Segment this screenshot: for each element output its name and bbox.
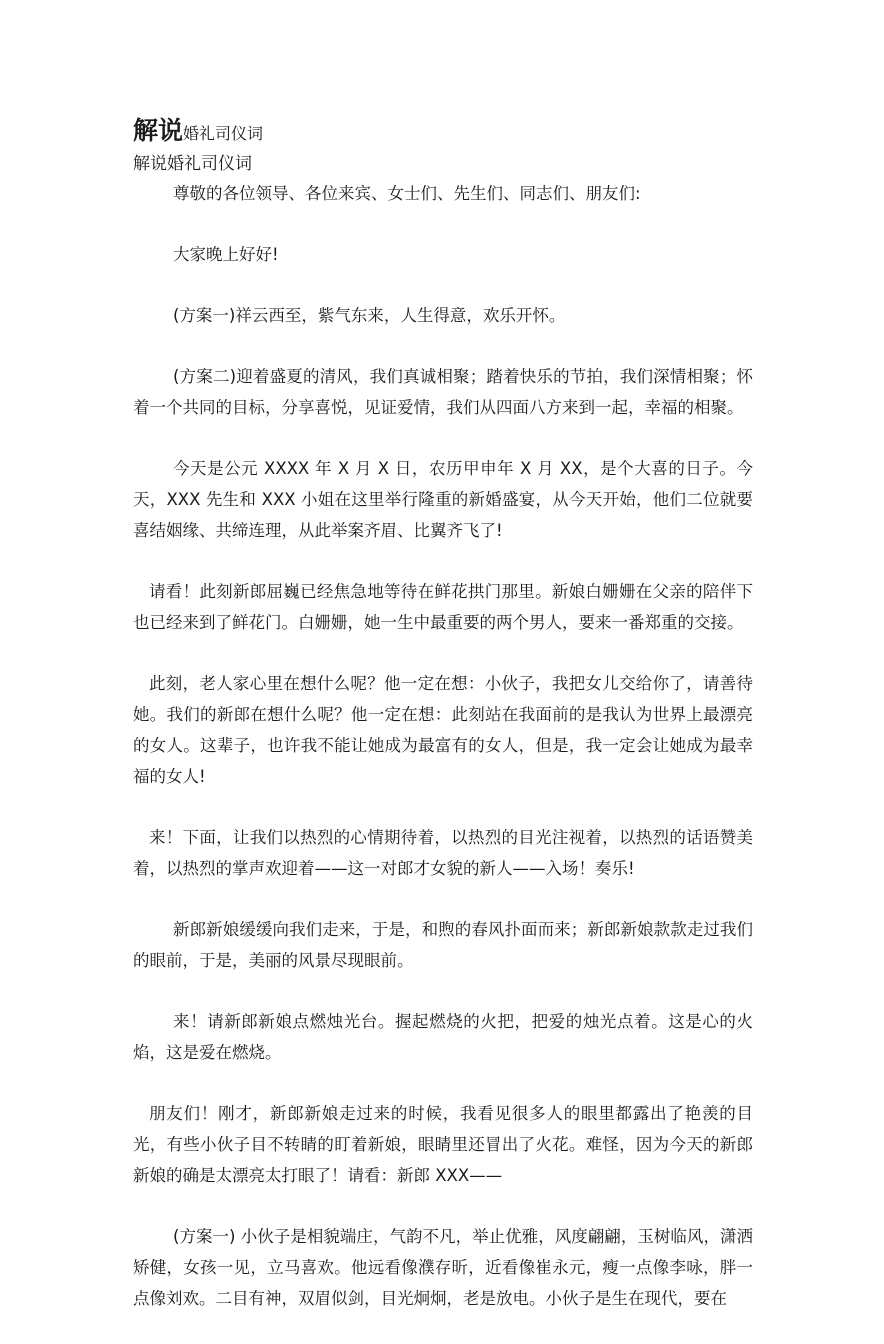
paragraph-option-1: (方案一)祥云西至，紫气东来，人生得意，欢乐开怀。 (173, 306, 566, 325)
document-subtitle: 解说婚礼司仪词 (133, 154, 252, 174)
title-main: 解说 (133, 116, 184, 145)
paragraph-friends: 朋友们！刚才，新郎新娘走过来的时候，我看见很多人的眼里都露出了艳羡的目光，有些小伙子目不转睛的盯着新娘，眼睛里还冒出了火花。难怪，因为今天的新郎新娘的确是太漂亮太打眼了！请看：新郎 XXX—— (133, 1104, 753, 1185)
paragraph-greeting: 尊敬的各位领导、各位来宾、女士们、先生们、同志们、朋友们: (173, 184, 641, 203)
paragraph-couple-walk: 新郎新娘缓缓向我们走来，于是，和煦的春风扑面而来；新郎新娘款款走过我们的眼前，于是，美丽的风景尽现眼前。 (133, 920, 753, 970)
paragraph-entrance: 来！下面，让我们以热烈的心情期待着，以热烈的目光注视着，以热烈的话语赞美着，以热烈的掌声欢迎着——这一对郎才女貌的新人——入场！奏乐! (133, 828, 753, 878)
paragraph-good-evening: 大家晚上好好! (173, 245, 279, 264)
paragraph-date: 今天是公元 XXXX 年 X 月 X 日，农历甲申年 X 月 XX，是个大喜的日子。今天，XXX 先生和 XXX 小姐在这里举行隆重的新婚盛宴，从今天开始，他们二位就要喜结姻缘、共缔连理，从此举案齐眉、比翼齐飞了! (133, 459, 753, 540)
paragraph-groom-description: (方案一) 小伙子是相貌端庄，气韵不凡，举止优雅，风度翩翩，玉树临风，潇洒矫健，女孩一见，立马喜欢。他远看像濮存昕，近看像崔永元，瘦一点像李咏，胖一点像刘欢。二目有神，双眉似剑，目光炯炯，老是放电。小伙子是生在现代，要在 (133, 1227, 753, 1308)
title-suffix: 婚礼司仪词 (183, 124, 264, 143)
paragraph-look: 请看！此刻新郎屈巍已经焦急地等待在鲜花拱门那里。新娘白姗姗在父亲的陪伴下也已经来到了鲜花门。白姗姗，她一生中最重要的两个男人，要来一番郑重的交接。 (133, 582, 753, 632)
paragraph-option-2: (方案二)迎着盛夏的清风，我们真诚相聚；踏着快乐的节拍，我们深情相聚；怀着一个共同的目标，分享喜悦，见证爱情，我们从四面八方来到一起，幸福的相聚。 (133, 367, 753, 417)
document-page (133, 112, 753, 1344)
paragraph-father-thoughts: 此刻，老人家心里在想什么呢？他一定在想：小伙子，我把女儿交给你了，请善待她。我们的新郎在想什么呢？他一定在想：此刻站在我面前的是我认为世界上最漂亮的女人。这辈子，也许我不能让她成为最富有的女人，但是，我一定会让她成为最幸福的女人! (133, 674, 753, 786)
paragraph-candle: 来！请新郎新娘点燃烛光台。握起燃烧的火把，把爱的烛光点着。这是心的火焰，这是爱在燃烧。 (133, 1012, 753, 1062)
document-title (133, 112, 753, 150)
